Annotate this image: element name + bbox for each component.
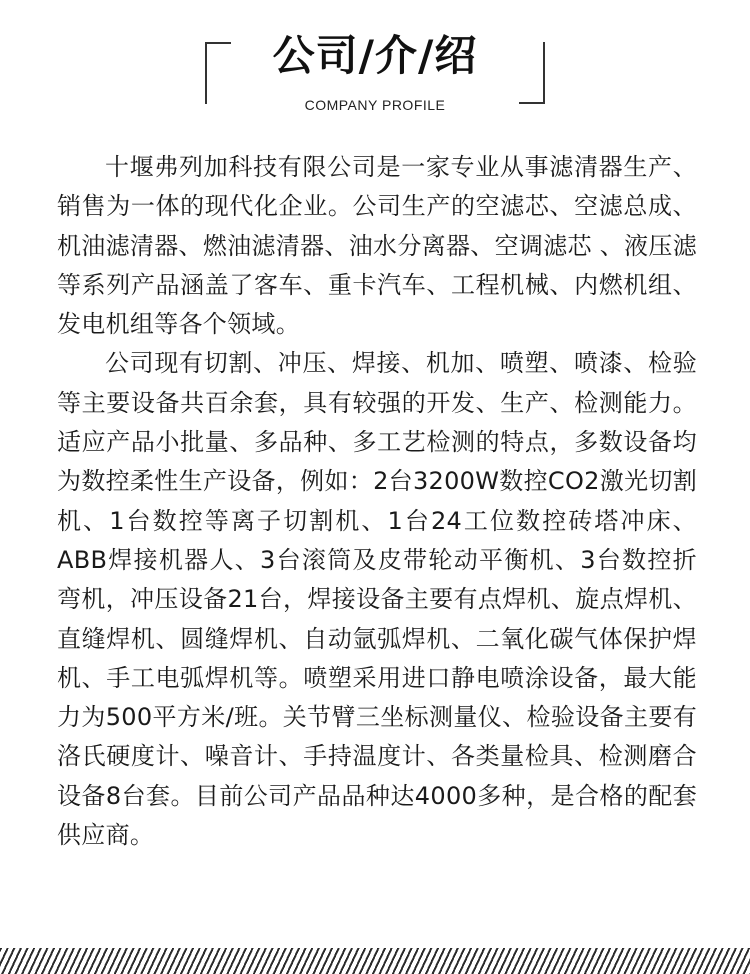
page-subtitle: COMPANY PROFILE — [304, 97, 446, 113]
profile-header — [0, 0, 750, 130]
profile-body — [57, 148, 697, 855]
page-title: 公司/介/绍 — [272, 31, 478, 80]
paragraph-equipment: 公司现有切割、冲压、焊接、机加、喷塑、喷漆、检验等主要设备共百余套，具有较强的开发、生产、检测能力。适应产品小批量、多品种、多工艺检测的特点，多数设备均为数控柔性生产设备，例如：2台3200W数控CO2激光切割机、1台数控等离子切割机、1台24工位数控砖塔冲床、ABB焊接机器人、3台滚筒及皮带轮动平衡机、3台数控折弯机，冲压设备21台，焊接设备主要有点焊机、旋点焊机、直缝焊机、圆缝焊机、自动氩弧焊机、二氧化碳气体保护焊机、手工电弧焊机等。喷塑采用进口静电喷涂设备，最大能力为500平方米/班。关节臂三坐标测量仪、检验设备主要有洛氏硬度计、噪音计、手持温度计、各类量检具、检测磨合设备8台套。目前公司产品品种达4000多种，是合格的配套供应商。 — [57, 349, 697, 850]
paragraph-intro: 十堰弗列加科技有限公司是一家专业从事滤清器生产、销售为一体的现代化企业。公司生产的空滤芯、空滤总成、机油滤清器、燃油滤清器、油水分离器、空调滤芯 、液压滤等系列产品涵盖了客车、重卡汽车、工程机械、内燃机组、发电机组等各个领域。 — [57, 153, 697, 339]
footer-stripe-decoration — [0, 948, 750, 974]
